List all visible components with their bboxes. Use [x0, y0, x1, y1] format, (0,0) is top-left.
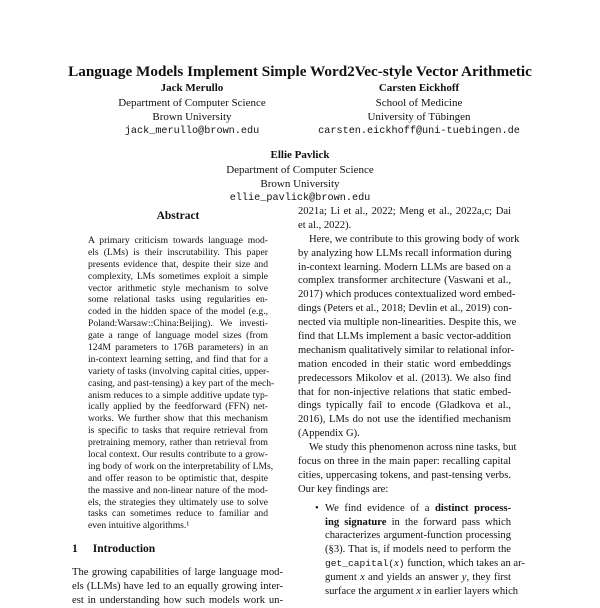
- text-line: ing body of work on the interpretability of LMs,: [88, 460, 274, 472]
- text-span: in earlier layers which: [421, 586, 519, 598]
- key-findings-list: [298, 502, 525, 599]
- math-variable: x: [394, 558, 399, 570]
- author-institution: University of Tübingen: [367, 111, 471, 124]
- text-span: in the forward pass which: [386, 516, 512, 528]
- text-line: Poland:Warsaw::China:Beijing). We investi-: [88, 318, 268, 330]
- author-name: Jack Merullo: [160, 82, 224, 94]
- abstract-body: [88, 235, 275, 532]
- text-line: focus on three in the main paper: recalling capital: [298, 456, 511, 468]
- section-number: 1: [72, 543, 78, 555]
- text-line: (Appendix G).: [298, 428, 360, 440]
- author-department: School of Medicine: [375, 96, 463, 109]
- text-line: tasks can sometimes reduce to familiar and: [88, 508, 268, 520]
- text-line: et al., 2022).: [298, 219, 352, 231]
- text-span: surface the argument: [325, 586, 417, 598]
- text-line: cities, uppercasing tokens, and past-tensing verbs.: [298, 469, 511, 481]
- text-line: mation encoded in their static word embeddings: [298, 358, 511, 370]
- text-line: Here, we contribute to this growing body of work: [309, 233, 520, 245]
- text-line: presents evidence that, despite their size and: [88, 258, 268, 270]
- author-name: Carsten Eickhoff: [378, 82, 460, 94]
- code-span: ): [398, 558, 405, 570]
- text-line: works. We further show that this mechanism: [88, 413, 268, 425]
- text-line: vector arithmetic style mechanism to solve: [88, 282, 268, 294]
- text-line: casing, and past-tensing) a key part of the mech-: [88, 377, 275, 389]
- text-line: find that LLMs implement a basic vector-addition: [298, 331, 511, 343]
- bold-span: distinct process-: [435, 502, 512, 514]
- author-block-eickhoff: [299, 81, 539, 139]
- text-line: that for non-injective relations that static embed-: [298, 386, 511, 398]
- text-line: mechanism qualitatively similar to relational infor-: [298, 344, 515, 356]
- text-line: [325, 543, 511, 557]
- abstract-heading: Abstract: [156, 210, 200, 222]
- text-line: ically applied by the feedforward (FFN) net-: [88, 401, 268, 413]
- paragraph-continued: [298, 205, 511, 233]
- text-line: by analyzing how LLMs recall information during: [298, 247, 512, 259]
- math-variable: x: [360, 572, 365, 584]
- introduction-body: [72, 566, 283, 608]
- math-variable: y: [461, 572, 467, 584]
- text-line: Our key findings are:: [298, 483, 389, 495]
- text-span: function, which takes an ar-: [404, 558, 525, 570]
- code-span: get_capital(: [325, 558, 395, 570]
- author-block-merullo: [72, 81, 312, 139]
- text-line: predecessors Mikolov et al. (2013). We also find: [298, 372, 511, 384]
- author-email[interactable]: ellie_pavlick@brown.edu: [229, 192, 371, 204]
- author-block-pavlick: [180, 148, 420, 206]
- finding-item-1: [325, 502, 525, 599]
- author-email[interactable]: carsten.eickhoff@uni-tuebingen.de: [318, 125, 520, 137]
- text-line: [325, 516, 511, 530]
- author-institution: Brown University: [152, 111, 232, 124]
- bold-span: ing signature: [325, 516, 387, 528]
- author-email[interactable]: jack_merullo@brown.edu: [124, 125, 260, 137]
- text-line: [325, 557, 525, 571]
- text-span: (§3). That is, if models need to perform the: [325, 544, 511, 556]
- text-line: even intuitive algorithms.¹: [88, 520, 190, 532]
- section-title: Introduction: [92, 543, 156, 555]
- text-line: [325, 502, 511, 516]
- text-line: 2021a; Li et al., 2022; Meng et al., 2022a,c; Dai: [298, 206, 511, 217]
- text-line: dings typically fail to encode (Gladkova et al.,: [298, 400, 511, 412]
- text-line: We study this phenomenon across nine tasks, but: [309, 442, 517, 454]
- author-department: Department of Computer Science: [118, 96, 266, 109]
- text-line: 2016), LMs do not use the identified mechanism: [298, 414, 511, 426]
- author-name: Ellie Pavlick: [270, 149, 330, 161]
- text-line: [325, 571, 511, 585]
- bullet-icon: •: [315, 502, 319, 514]
- text-line: pretraining memory, rather than retrieval from: [88, 437, 268, 449]
- math-variable: x: [416, 586, 421, 598]
- text-line: els (LLMs) have led to an equally growing inter-: [72, 580, 283, 592]
- text-line: est in understanding how such models work un-: [72, 594, 283, 606]
- text-line: is specific to tasks that require retrieval from: [88, 425, 268, 437]
- paragraph-contribution: [298, 233, 520, 441]
- text-line: gate a range of language model sizes (from: [88, 330, 268, 342]
- text-line: and offer reason to be optimistic that, despite: [88, 472, 268, 484]
- text-span: We find evidence of a: [325, 502, 435, 514]
- text-line: [325, 585, 519, 599]
- text-line: complex transformer architecture (Vaswani et al.,: [298, 275, 511, 287]
- author-department: Department of Computer Science: [226, 163, 374, 176]
- text-line: nected via multiple non-linearities. Despite this, we: [298, 317, 517, 329]
- text-line: local context. Our results contribute to a grow-: [88, 449, 268, 461]
- text-line: 2017) which produces contextualized word embed-: [298, 289, 516, 301]
- text-line: The growing capabilities of large language mod-: [72, 567, 283, 578]
- text-line: A primary criticism towards language mod-: [88, 235, 268, 246]
- text-span: characterizes argument-function processing: [325, 530, 511, 542]
- text-line: els (LMs) is their inscrutability. This paper: [88, 246, 268, 258]
- text-line: anism reduces to a simple additive update typ-: [88, 389, 268, 401]
- paragraph-study: [298, 441, 517, 497]
- text-line: dings (Peters et al., 2018; Devlin et al., 2019) con-: [298, 303, 512, 315]
- text-line: complexity, LMs sometimes exploit a simple: [88, 270, 268, 282]
- author-institution: Brown University: [260, 178, 340, 191]
- text-line: in-context learning setting, and find that for a: [88, 353, 268, 365]
- text-line: some relational tasks using regularities en-: [88, 294, 268, 306]
- text-line: [325, 529, 511, 543]
- text-line: in-context learning. Modern LLMs are based on a: [298, 261, 511, 273]
- text-span: and yields an answer: [364, 572, 462, 584]
- text-span: , they first: [466, 572, 511, 584]
- text-line: the massive and non-linear nature of the mod-: [88, 484, 268, 496]
- text-line: 124M parameters to 176B parameters) in an: [88, 342, 268, 354]
- text-line: coded in the hidden space of the model (e.g.,: [88, 306, 268, 318]
- text-span: gument: [325, 572, 361, 584]
- introduction-heading: [72, 543, 155, 555]
- paper-title: Language Models Implement Simple Word2Vec-style Vector Arithmetic: [68, 63, 532, 80]
- text-line: variety of tasks (involving capital cities, upper-: [88, 365, 270, 377]
- right-column: [298, 205, 525, 599]
- text-line: els, the strategies they ultimately use to solve: [88, 496, 268, 508]
